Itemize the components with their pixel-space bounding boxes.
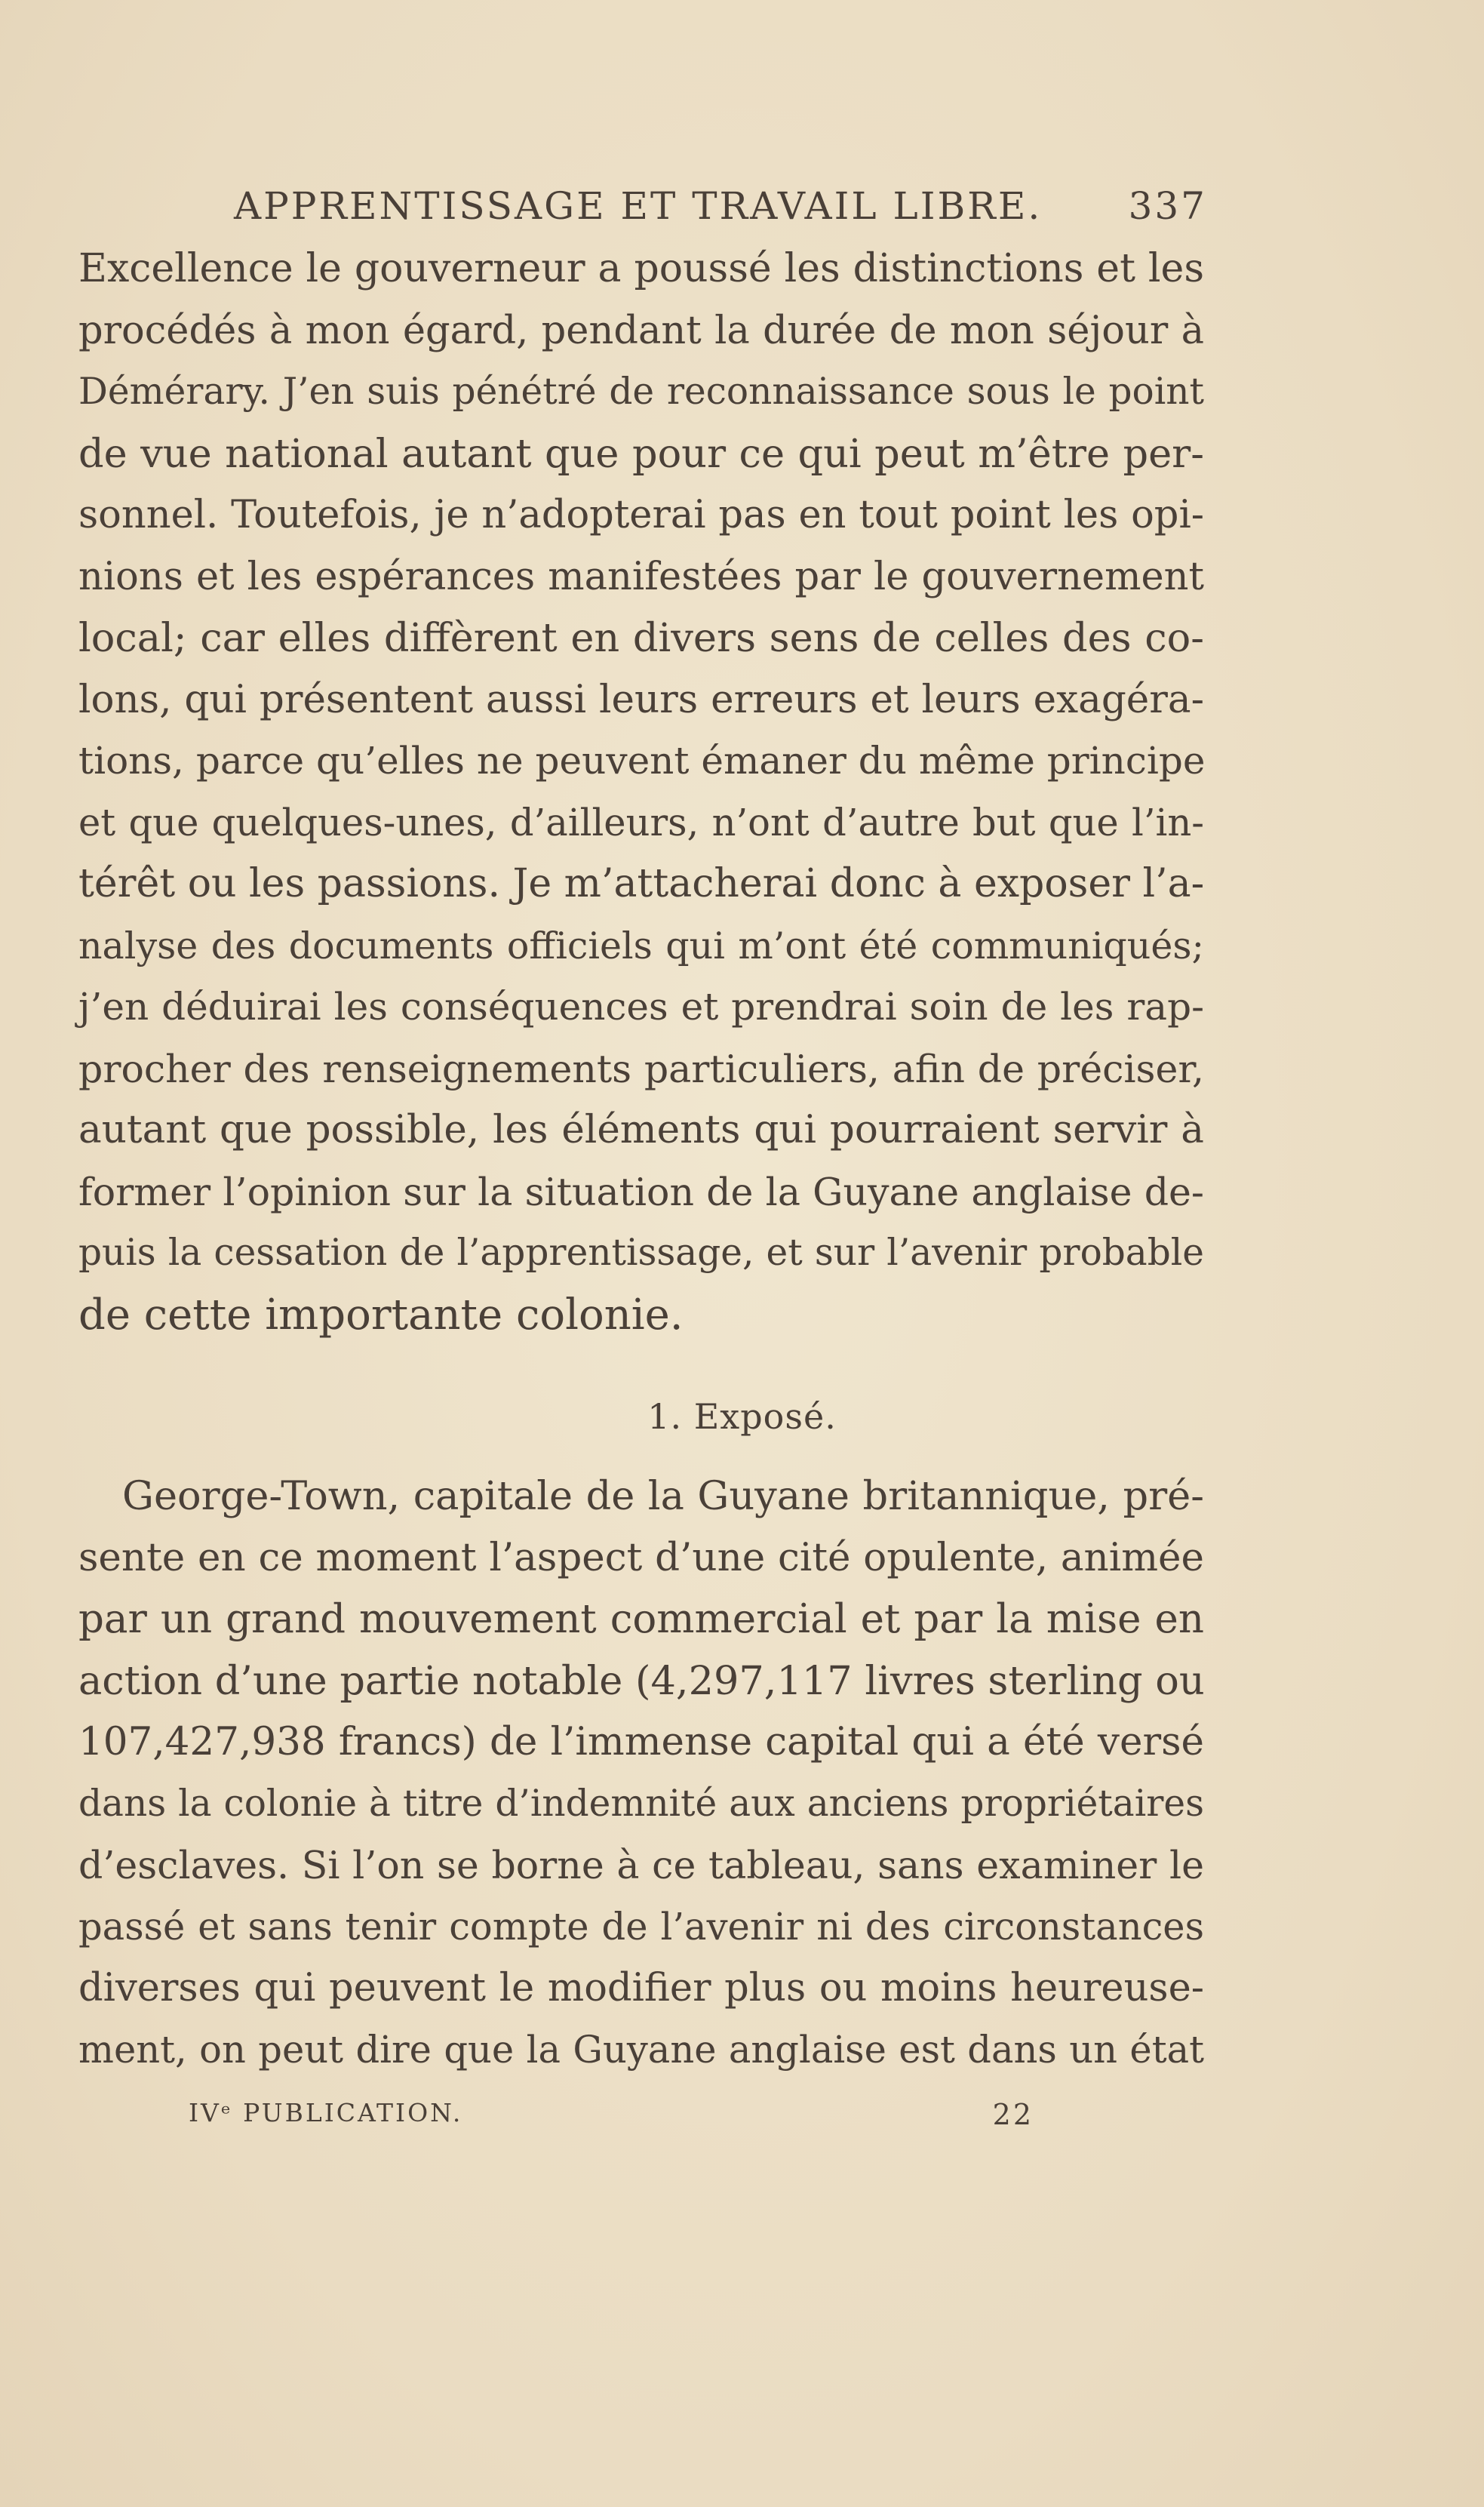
- page-footer: [189, 2098, 1034, 2143]
- text-line: lons, qui présentent aussi leurs erreurs et leurs exagéra-: [78, 676, 1204, 722]
- text-line: diverses qui peuvent le modifier plus ou moins heureuse-: [78, 1966, 1204, 2010]
- signature-mark: IVᵉ PUBLICATION.: [189, 2098, 463, 2127]
- text-line: et que quelques-unes, d’ailleurs, n’ont d’autre but que l’in-: [78, 800, 1204, 844]
- text-line: nions et les espérances manifestées par le gouvernement: [78, 554, 1204, 599]
- text-line: par un grand mouvement commercial et par la mise en: [78, 1596, 1204, 1642]
- text-line: nalyse des documents officiels qui m’ont été communiqués;: [78, 924, 1204, 967]
- text-line: procédés à mon égard, pendant la durée de mon séjour à: [78, 308, 1204, 353]
- text-line: de cette importante colonie.: [78, 1290, 684, 1340]
- running-head: [234, 180, 1207, 232]
- text-line: j’en déduirai les conséquences et prendrai soin de les rap-: [78, 985, 1204, 1029]
- text-line: procher des renseignements particuliers, afin de préciser,: [78, 1046, 1204, 1091]
- text-line: de vue national autant que pour ce qui peut m’être per-: [78, 430, 1204, 477]
- text-line: passé et sans tenir compte de l’avenir ni des circonstances: [78, 1904, 1204, 1949]
- text-line: sente en ce moment l’aspect d’une cité opulente, animée: [78, 1534, 1204, 1580]
- text-line: tions, parce qu’elles ne peuvent émaner du même principe: [78, 739, 1206, 783]
- text-line: Excellence le gouverneur a poussé les distinctions et les: [78, 246, 1204, 291]
- folio-number: 22: [992, 2098, 1034, 2131]
- section-heading: 1. Exposé.: [647, 1396, 837, 1437]
- page-number: 337: [1128, 184, 1207, 228]
- text-line: former l’opinion sur la situation de la Guyane anglaise de-: [78, 1169, 1204, 1214]
- text-line: dans la colonie à titre d’indemnité aux anciens propriétaires: [78, 1782, 1204, 1825]
- text-line: action d’une partie notable (4,297,117 livres sterling ou: [78, 1657, 1205, 1704]
- text-line: Démérary. J’en suis pénétré de reconnaissance sous le point: [78, 371, 1204, 413]
- running-title: APPRENTISSAGE ET TRAVAIL LIBRE.: [234, 184, 1043, 228]
- text-line: 107,427,938 francs) de l’immense capital qui a été versé: [78, 1719, 1204, 1764]
- text-line: George-Town, capitale de la Guyane britannique, pré-: [122, 1473, 1204, 1519]
- paragraph-continued: [78, 238, 1204, 1346]
- text-line: ment, on peut dire que la Guyane anglaise est dans un état: [78, 2027, 1204, 2072]
- paragraph-expose: [78, 1466, 1204, 2081]
- text-line: d’esclaves. Si l’on se borne à ce tableau, sans examiner le: [78, 1843, 1204, 1887]
- text-line: puis la cessation de l’apprentissage, et sur l’avenir probable: [78, 1232, 1204, 1274]
- text-line: sonnel. Toutefois, je n’adopterai pas en tout point les opi-: [78, 493, 1204, 537]
- text-line: térêt ou les passions. Je m’attacherai donc à exposer l’a-: [78, 861, 1205, 906]
- text-line: autant que possible, les éléments qui pourraient servir à: [78, 1107, 1204, 1152]
- text-line: local; car elles diffèrent en divers sens de celles des co-: [78, 615, 1204, 661]
